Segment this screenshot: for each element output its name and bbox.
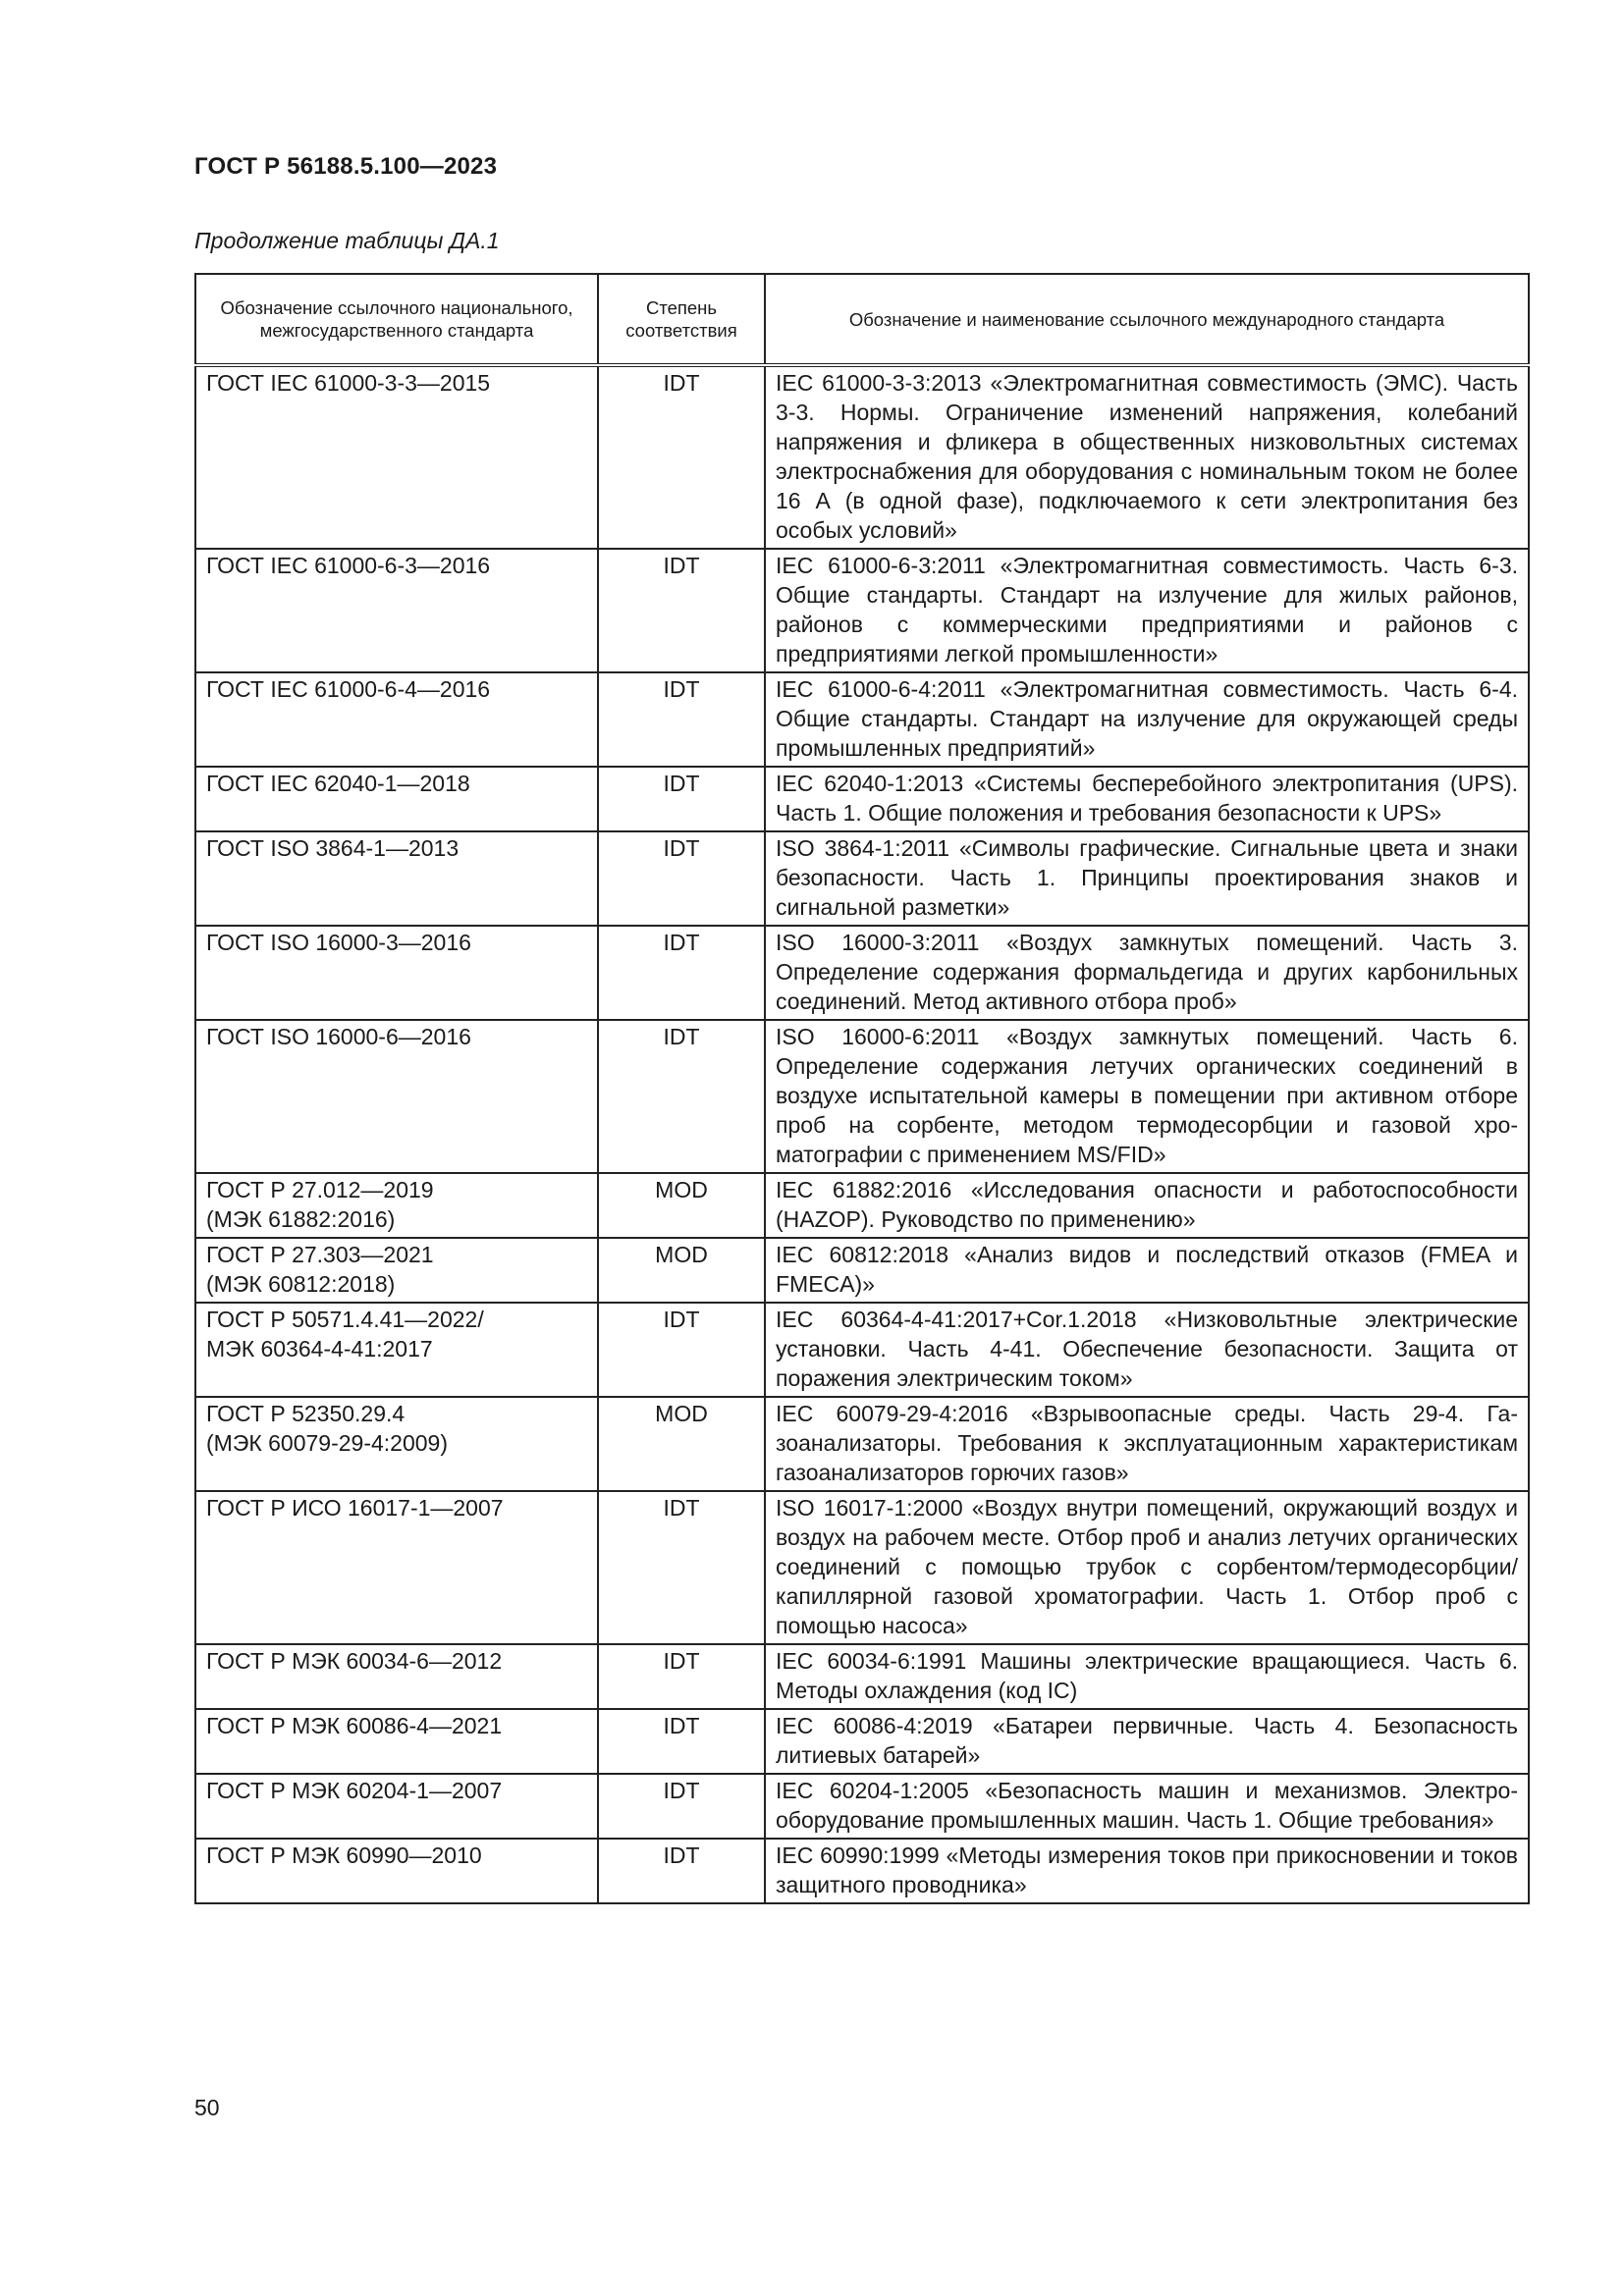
degree-of-correspondence-cell: IDT — [598, 1303, 765, 1397]
national-standard-cell — [195, 1709, 598, 1774]
international-standard-cell: IEC 61882:2016 «Исследования опасности и работоспособности (HAZOP). Руководство по применению» — [765, 1173, 1529, 1238]
national-standard-designation: (МЭК 61882:2016) — [206, 1206, 396, 1232]
national-standard-designation: ГОСТ Р МЭК 60034-6—2012 — [206, 1648, 503, 1674]
international-standard-cell: IEC 60364-4-41:2017+Cor.1.2018 «Низковольтные электрические установки. Часть 4-41. Обеспечение безопасности. Защита от поражения электрическим током» — [765, 1303, 1529, 1397]
table-body — [195, 365, 1529, 1903]
column-header-national: Обозначение ссылочного национального, межгосударственного стандарта — [195, 274, 598, 365]
table-row — [195, 926, 1529, 1020]
degree-of-correspondence-cell: IDT — [598, 1839, 765, 1903]
international-standard-cell: IEC 60812:2018 «Анализ видов и последствий отказов (FMEA и FMECA)» — [765, 1238, 1529, 1303]
international-standard-cell: IEC 60990:1999 «Методы измерения токов при прикосновении и токов защитного проводника» — [765, 1839, 1529, 1903]
page-number: 50 — [194, 2095, 220, 2120]
national-standard-designation: ГОСТ IEC 61000-3-3—2015 — [206, 370, 491, 396]
table-row — [195, 365, 1529, 549]
national-standard-cell — [195, 1303, 598, 1397]
table-row — [195, 1238, 1529, 1303]
national-standard-cell — [195, 1491, 598, 1644]
degree-of-correspondence-cell: IDT — [598, 1644, 765, 1709]
international-standard-cell: IEC 62040-1:2013 «Системы бесперебойного электропитания (UPS). Часть 1. Общие положения и требования безопасности к UPS» — [765, 767, 1529, 831]
table-row — [195, 1397, 1529, 1491]
national-standard-cell — [195, 1238, 598, 1303]
table-row — [195, 1303, 1529, 1397]
international-standard-cell: IEC 60204-1:2005 «Безопасность машин и механизмов. Электрооборудование промышленных машин. Часть 1. Общие требования» — [765, 1774, 1529, 1839]
international-standard-cell: ISO 16000-3:2011 «Воздух замкнутых помещений. Часть 3. Определение содержания формальдегида и других карбонильных соединений. Метод активного отбора проб» — [765, 926, 1529, 1020]
degree-of-correspondence-cell: IDT — [598, 767, 765, 831]
degree-of-correspondence-cell: IDT — [598, 1491, 765, 1644]
degree-of-correspondence-cell: IDT — [598, 549, 765, 672]
degree-of-correspondence-cell: IDT — [598, 1709, 765, 1774]
international-standard-cell: IEC 60079-29-4:2016 «Взрывоопасные среды. Часть 29-4. Газоанализаторы. Требования к эксплуатационным характеристикам газоанализаторов горючих газов» — [765, 1397, 1529, 1491]
national-standard-designation: ГОСТ IEC 61000-6-4—2016 — [206, 676, 491, 702]
international-standard-cell: ISO 16017-1:2000 «Воздух внутри помещений, окружающий воздух и воздух на рабочем месте. Отбор проб и анализ летучих органических соединений с помощью трубок с сорбентом/термодесорбции/капиллярной газовой хроматографии. Часть 1. Отбор проб с помощью насоса» — [765, 1491, 1529, 1644]
table-row — [195, 1644, 1529, 1709]
reference-standards-table — [194, 273, 1530, 1904]
table-row — [195, 672, 1529, 767]
national-standard-cell — [195, 1644, 598, 1709]
national-standard-designation: ГОСТ ISO 16000-6—2016 — [206, 1024, 471, 1049]
table-row — [195, 1020, 1529, 1173]
national-standard-designation: (МЭК 60812:2018) — [206, 1271, 396, 1297]
table-header-row — [195, 274, 1529, 365]
national-standard-designation: ГОСТ Р ИСО 16017-1—2007 — [206, 1495, 504, 1521]
national-standard-designation: ГОСТ Р 27.303—2021 — [206, 1242, 434, 1267]
column-header-degree: Степень соответствия — [598, 274, 765, 365]
national-standard-cell — [195, 549, 598, 672]
table-row — [195, 1491, 1529, 1644]
international-standard-cell: IEC 60034-6:1991 Машины электрические вращающиеся. Часть 6. Методы охлаждения (код IC) — [765, 1644, 1529, 1709]
degree-of-correspondence-cell: MOD — [598, 1238, 765, 1303]
national-standard-designation: ГОСТ IEC 61000-6-3—2016 — [206, 553, 491, 578]
national-standard-designation: ГОСТ Р 52350.29.4 — [206, 1401, 406, 1426]
national-standard-designation: МЭК 60364-4-41:2017 — [206, 1336, 433, 1362]
degree-of-correspondence-cell: IDT — [598, 672, 765, 767]
national-standard-cell — [195, 926, 598, 1020]
degree-of-correspondence-cell: MOD — [598, 1397, 765, 1491]
national-standard-cell — [195, 1774, 598, 1839]
table-row — [195, 549, 1529, 672]
international-standard-cell: ISO 16000-6:2011 «Воздух замкнутых помещений. Часть 6. Определение содержания летучих органических соединений в воздухе испытательной камеры в помещении при активном отборе проб на сорбенте, методом термодесорбции и газовой хроматографии с применением MS/FID» — [765, 1020, 1529, 1173]
international-standard-cell: ISO 3864-1:2011 «Символы графические. Сигнальные цвета и знаки безопасности. Часть 1. Принципы проектирования знаков и сигнальной разметки» — [765, 831, 1529, 926]
national-standard-designation: ГОСТ Р 27.012—2019 — [206, 1177, 434, 1202]
table-caption: Продолжение таблицы ДА.1 — [194, 228, 500, 253]
degree-of-correspondence-cell: MOD — [598, 1173, 765, 1238]
degree-of-correspondence-cell: IDT — [598, 1774, 765, 1839]
table-row — [195, 1774, 1529, 1839]
table-row — [195, 767, 1529, 831]
international-standard-cell: IEC 61000-6-4:2011 «Электромагнитная совместимость. Часть 6-4. Общие стандарты. Стандарт на излучение для окружающей среды промышленных предприятий» — [765, 672, 1529, 767]
national-standard-designation: ГОСТ IEC 62040-1—2018 — [206, 771, 470, 796]
national-standard-cell — [195, 831, 598, 926]
national-standard-designation: ГОСТ ISO 16000-3—2016 — [206, 930, 471, 955]
national-standard-designation: ГОСТ Р МЭК 60086-4—2021 — [206, 1713, 503, 1738]
national-standard-designation: (МЭК 60079-29-4:2009) — [206, 1430, 449, 1456]
degree-of-correspondence-cell: IDT — [598, 831, 765, 926]
document-header: ГОСТ Р 56188.5.100—2023 — [194, 153, 498, 180]
table-row — [195, 831, 1529, 926]
table-row — [195, 1839, 1529, 1903]
national-standard-cell — [195, 1020, 598, 1173]
national-standard-cell — [195, 1397, 598, 1491]
national-standard-designation: ГОСТ Р 50571.4.41—2022/ — [206, 1307, 484, 1332]
table-row — [195, 1709, 1529, 1774]
degree-of-correspondence-cell: IDT — [598, 926, 765, 1020]
international-standard-cell: IEC 61000-3-3:2013 «Электромагнитная совместимость (ЭМС). Часть 3-3. Нормы. Ограничение изменений напряжения, колебаний напряжения и фликера в общественных низковольтных системах электроснабжения для оборудования с номинальным током не более 16 А (в одной фазе), подключаемого к сети электропитания без особых условий» — [765, 365, 1529, 549]
international-standard-cell: IEC 61000-6-3:2011 «Электромагнитная совместимость. Часть 6-3. Общие стандарты. Стандарт на излучение для жилых районов, районов с коммерческими предприятиями и районов с предприятиями легкой промышленности» — [765, 549, 1529, 672]
national-standard-cell — [195, 365, 598, 549]
national-standard-cell — [195, 672, 598, 767]
table-row — [195, 1173, 1529, 1238]
degree-of-correspondence-cell: IDT — [598, 1020, 765, 1173]
national-standard-cell — [195, 767, 598, 831]
national-standard-cell — [195, 1839, 598, 1903]
national-standard-cell — [195, 1173, 598, 1238]
degree-of-correspondence-cell: IDT — [598, 365, 765, 549]
international-standard-cell: IEC 60086-4:2019 «Батареи первичные. Часть 4. Безопасность литиевых батарей» — [765, 1709, 1529, 1774]
national-standard-designation: ГОСТ ISO 3864-1—2013 — [206, 835, 460, 861]
column-header-international: Обозначение и наименование ссылочного международного стандарта — [765, 274, 1529, 365]
national-standard-designation: ГОСТ Р МЭК 60990—2010 — [206, 1842, 482, 1868]
national-standard-designation: ГОСТ Р МЭК 60204-1—2007 — [206, 1778, 503, 1803]
